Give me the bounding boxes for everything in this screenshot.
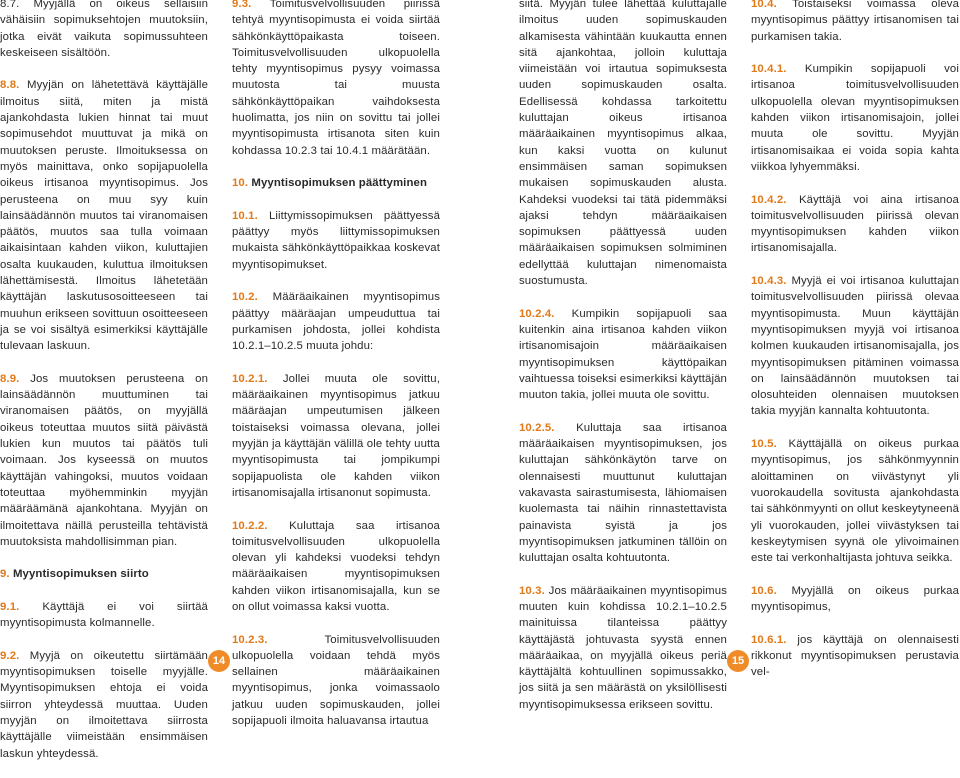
clause-number: 10. (232, 177, 249, 190)
clause-text: Myyntisopimuksen päättyminen (251, 177, 428, 190)
clause-text: Myyjä ei voi irtisanoa kuluttajan toimitusvelvollisuuden piirissä olevaa myyntisopimusta. Muun käyttäjän myyntisopimuksen myyjä voi irtisanoa kolmen kuukauden irtisanomisajalla, jos myyntisopimuksen pitäminen voimassa on lainsäädännön muutoksen tai olosuhteiden olennaisen muutoksen takia myyjän kannalta kohtuutonta. (751, 275, 960, 418)
clause-text: Jollei muuta ole sovittu, määräaikainen myyntisopimus jatkuu määräajan umpeutumisen jälkeen toistaiseksi voimassa olevana, jollei myyjän ja käyttäjän välillä ole tehty uutta myyntisopimusta tai jompikumpi sopijapuolista ole kahden viikon irtisanomisajalla irtisanonut sopimusta. (232, 372, 440, 499)
clause-paragraph (751, 0, 959, 45)
clause-paragraph (232, 632, 440, 730)
clause-text: Kumpikin sopijapuoli voi irtisanoa toimitusvelvollisuuden ulkopuolella olevan myyntisopimuksen kahden viikon irtisanomisajoin, jollei muuta ole sovittu. Myyjän irtisanomisaikaa ei voida sopia kahta viikkoa lyhyemmäksi. (751, 63, 960, 173)
clause-text: Kumpikin sopijapuoli saa kuitenkin aina irtisanoa kahden viikon irtisanomisajoin määräaikaisen myyntisopimuksen käyttöpaikan vaihtuessa toiseksi esimerkiksi käyttäjän muuton takia, jollei muuta ole sovittu. (519, 307, 727, 402)
clause-paragraph (0, 77, 208, 354)
clause-number: 10.2.1. (232, 372, 268, 385)
text-column-1 (0, 0, 208, 778)
clause-number: 10.2.5. (519, 421, 555, 434)
clause-text: Myyntisopimuksen siirto (12, 568, 149, 581)
text-column-4 (751, 0, 959, 697)
clause-text: Toimitusvelvollisuuden ulkopuolella voidaan tehdä myös sellainen määräaikainen myyntisopimus, jonka voimassaolo jatkuu uuden sopimuskauden, jollei sopijapuoli ilmoita haluavansa irtautua (232, 633, 440, 728)
clause-number: 10.2.2. (232, 519, 268, 532)
clause-text: Jos määräaikainen myyntisopimus muuten kuin kohdissa 10.2.1–10.2.5 mainituissa tilanteissa päättyy käyttäjästä johtuvasta syystä ennen määräaikaa, on myyjällä oikeus periä käyttäjältä kohtuullinen sopimussakko, jos siitä ja sen määrästä on yksilöllisesti myyntisopimuksessa erikseen sovittu. (519, 584, 727, 711)
clause-number: 10.4.2. (751, 193, 787, 206)
clause-paragraph (519, 420, 727, 567)
clause-number: 10.6. (751, 584, 777, 597)
page-number-left: 14 (208, 650, 230, 672)
clause-text: Toistaiseksi voimassa oleva myyntisopimus päättyy irtisanomisen tai purkamisen takia. (751, 0, 960, 43)
clause-number: 10.3. (519, 584, 545, 597)
clause-number: 9.1. (0, 600, 20, 613)
clause-paragraph (751, 192, 959, 257)
clause-paragraph (232, 371, 440, 501)
clause-number: 9.2. (0, 649, 20, 662)
clause-paragraph (751, 61, 959, 175)
clause-paragraph (232, 208, 440, 273)
clause-paragraph (751, 273, 959, 420)
clause-paragraph (232, 518, 440, 616)
clause-number: 10.2.3. (232, 633, 268, 646)
clause-text: siitä. Myyjän tulee lähettää kuluttajalle ilmoitus uuden sopimuskauden alkamisesta vähintään kuukautta ennen sitä ajankohtaa, jolloin kuluttaja viimeistään voi irtautua sopimuksesta uuden sopimuskauden osalta. Edellisessä kohdassa tarkoitettu kuluttajan oikeus irtisanoa määräaikainen myyntisopimus alkaa, kun kaksi vuotta on kulunut ensimmäisen saman sopimuksen mukaisen sopimuskauden alusta. Kahdeksi vuodeksi tai tätä pidemmäksi ajaksi tehdyn määräaikaisen sopimuksen päättyessä uuden määräaikaisen sopimuksen solmiminen edellyttää kuluttajan nimenomaista suostumusta. (519, 0, 727, 288)
clause-paragraph (751, 583, 959, 616)
clause-text: Käyttäjä ei voi siirtää myyntisopimusta kolmannelle. (0, 600, 208, 630)
clause-text: Käyttäjä voi aina irtisanoa toimitusvelvollisuuden piirissä olevan myyntisopimuksen kahden viikon irtisanomisajalla. (751, 193, 959, 255)
clause-number: 10.5. (751, 438, 777, 451)
clause-number: 10.4.3. (751, 275, 787, 288)
clause-paragraph (751, 436, 959, 566)
clause-number: 10.1. (232, 209, 258, 222)
clause-text: Myyjä on oikeutettu siirtämään myyntisopimuksen toiselle myyjälle. Myyntisopimuksen ehtoja ei voida siirron yhteydessä muuttaa. Uuden myyjän on ilmoitettava siirrosta käyttäjälle viimeistään ensimmäisen laskun yhteydessä. (0, 649, 208, 760)
clause-text: Määräaikainen myyntisopimus päättyy määräajan umpeuduttua tai purkamisen johdosta, jollei kohdista 10.2.1–10.2.5 muuta johdu: (232, 291, 441, 353)
clause-number: 9.3. (232, 0, 252, 10)
clause-paragraph (519, 583, 727, 713)
clause-number: 10.2.4. (519, 307, 555, 320)
text-column-2 (232, 0, 440, 746)
clause-number: 8.9. (0, 372, 20, 385)
clause-number: 10.6.1. (751, 633, 787, 646)
clause-paragraph (232, 0, 440, 159)
clause-text: 8.7. Myyjällä on oikeus sellaisiin vähäisiin sopimuksehtojen muutoksiin, jotka eivät vaikuta sopimussuhteen keskeiseen sisältöön. (0, 0, 208, 59)
clause-paragraph (519, 0, 727, 289)
clause-number: 10.4.1. (751, 63, 787, 76)
clause-paragraph (0, 599, 208, 632)
clause-paragraph (232, 289, 440, 354)
clause-text: Liittymissopimuksen päättyessä päättyy myös liittymissopimuksen mukaista sähkönkäyttöpaikkaa koskevat myyntisopimukset. (232, 209, 440, 271)
clause-text: jos käyttäjä on olennaisesti rikkonut myyntisopimuksen perustavia vel- (751, 633, 959, 679)
section-heading (232, 175, 440, 191)
clause-paragraph (751, 632, 959, 681)
clause-text: Kuluttaja saa irtisanoa määräaikaisen myyntisopimuksen, jos kuluttajan sähkönkäytön tarve on olennaisesti muuttunut kuluttajan vakavasta sairastumisesta, lähiomaisen kuolemasta tai näihin rinnastettavista painavista syistä ja jos myyntisopimuksen jatkuminen tällöin on kuluttajan osalta kohtuutonta. (519, 421, 727, 565)
clause-paragraph (519, 306, 727, 404)
clause-text: Toimitusvelvollisuuden piirissä tehtyä myyntisopimusta ei voida siirtää sähkönkäyttöpaikasta toiseen. Toimitusvelvollisuuden ulkopuolella tehty myyntisopimus pysyy voimassa muutosta tai muusta sähkönkäyttöpaikan vaihdoksesta huolimatta, jos niin on sovittu tai jollei myyntisopimusta irtisanota siten kuin kohdassa 10.2.3 tai 10.4.1 määrätään. (232, 0, 440, 157)
clause-text: Myyjällä on oikeus purkaa myyntisopimus, (751, 584, 960, 613)
clause-number: 8.8. (0, 79, 20, 92)
clause-text: Käyttäjällä on oikeus purkaa myyntisopimus, jos sähkönmyynnin aloittaminen on viivästynyt yli vuorokaudella sovitusta ajankohdasta tai sähkönmyynti on ollut keskeytyneenä yli vuorokauden, jollei viivästyksen tai keskeytymisen syynä ole ylivoimainen este tai verkonhaltijasta johtuva seikka. (751, 438, 959, 565)
clause-paragraph (0, 0, 208, 61)
page-number-right: 15 (727, 650, 749, 672)
clause-number: 10.2. (232, 291, 258, 304)
text-column-3 (519, 0, 727, 729)
clause-paragraph (0, 371, 208, 550)
clause-text: Jos muutoksen perusteena on lainsäädännön muuttuminen tai viranomaisen päätös, on myyjällä oikeus toteuttaa muutos siitä päivästä lukien kun muutos tai päätös tuli voimaan. Jos kyseessä on muutos käyttäjän vahingoksi, muutos voidaan toteuttaa myöhemminkin myyjän määräämänä ajankohtana. Myyjän on ilmoitettava näillä perusteilla tehtävistä muutoksista mahdollisimman pian. (0, 372, 209, 548)
section-heading (0, 566, 208, 582)
clause-text: Kuluttaja saa irtisanoa toimitusvelvollisuuden ulkopuolella olevan yli kahdeksi vuodeksi tehdyn määräaikaisen myyntisopimuksen kahden viikon irtisanomisajalla, kun se on ollut voimassa kaksi vuotta. (232, 519, 440, 613)
clause-text: Myyjän on lähetettävä käyttäjälle ilmoitus siitä, miten ja mistä ajankohdasta lukien hinnat tai muut sopimusehdot muuttuvat ja mikä on muutoksen peruste. Ilmoituksessa on myös mainittava, onko sopijapuolella oikeus irtisanoa myyntisopimus. Jos perusteena on muu syy kuin lainsäädännön muutos tai viranomaisen päätös, muutos saa tulla voimaan aikaisintaan kahden viikon, kuluttajien osalta kuukauden, kuluttua ilmoituksen lähettämisestä. Ilmoitus lähetetään käyttäjän laskutusosoitteeseen tai muuhun erikseen sovittuun osoitteeseen ja se voi sisältyä esimerkiksi käyttäjälle tulevaan laskuun. (0, 79, 208, 353)
clause-paragraph (0, 648, 208, 762)
clause-number: 9. (0, 568, 10, 581)
clause-number: 10.4. (751, 0, 777, 10)
